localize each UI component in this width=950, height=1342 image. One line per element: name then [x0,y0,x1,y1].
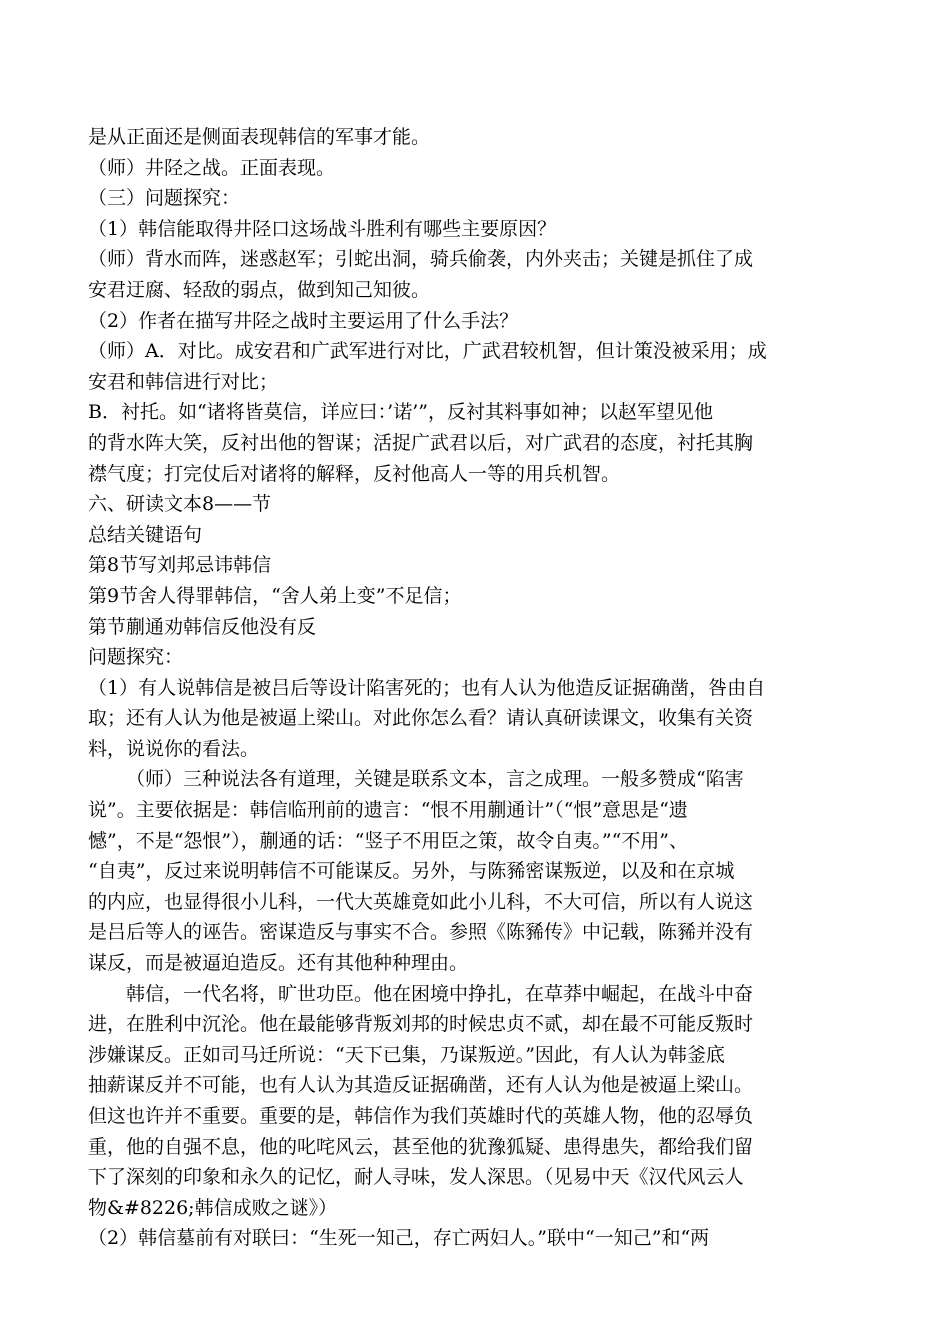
paragraph-text: 但这也许并不重要。重要的是，韩信作为我们英雄时代的英雄人物，他的忍辱负 [88,1105,754,1127]
answer-text: 是吕后等人的诬告。密谋造反与事实不合。参照《陈豨传》中记载，陈豨并没有 [88,921,754,944]
question-text: （2）韩信墓前有对联曰：“生死一知己，存亡两妇人。”联中“一知己”和“两 [88,1227,710,1250]
answer-text: 襟气度；打完仗后对诸将的解释，反衬他高人一等的用兵机智。 [88,462,621,485]
paragraph-text: 物&#8226;韩信成败之谜》） [88,1196,338,1219]
text-line: 总结关键语句 [88,523,203,546]
text-line: 第节蒯通劝韩信反他没有反 [88,615,317,638]
paragraph-text: 涉嫌谋反。正如司马迁所说：“天下已集，乃谋叛逆。”因此，有人认为韩釜底 [88,1043,725,1066]
section-heading: 六、研读文本8——节 [88,493,272,516]
paragraph-text: 下了深刻的印象和永久的记忆，耐人寻味，发人深思。（见易中天《汉代风云人 [88,1166,744,1189]
question-text: （1）有人说韩信是被吕后等设计陷害死的；也有人认为他造反证据确凿，咎由自 [88,676,766,699]
text-line: （师）井陉之战。正面表现。 [88,156,336,179]
question-text: （1）韩信能取得井陉口这场战斗胜利有哪些主要原因？ [88,217,557,240]
paragraph-text: 抽薪谋反并不可能，也有人认为其造反证据确凿，还有人认为他是被逼上梁山。 [88,1074,754,1097]
answer-text: 安君迂腐、轻敌的弱点，做到知己知彼。 [88,278,431,301]
question-text: 料，说说你的看法。 [88,737,260,760]
answer-text: （师）A．对比。成安君和广武军进行对比，广武君较机智，但计策没被采用；成 [88,340,767,363]
answer-text: （师）三种说法各有道理，关键是联系文本，言之成理。一般多赞成“陷害 [126,768,744,791]
paragraph-text: 重，他的自强不息，他的叱咤风云，甚至他的犹豫狐疑、患得患失，都给我们留 [88,1135,754,1158]
answer-text: 的内应，也显得很小儿科，一代大英雄竟如此小儿科，不大可信，所以有人说这 [88,890,754,913]
document-page [88,122,868,1254]
answer-text: 的背水阵大笑，反衬出他的智谋；活捉广武君以后，对广武君的态度，衬托其胸 [88,431,754,454]
question-text: （2）作者在描写井陉之战时主要运用了什么手法？ [88,309,519,332]
question-text: 取；还有人认为他是被逼上梁山。对此你怎么看？请认真研读课文，收集有关资 [88,707,754,730]
paragraph-text: 进，在胜利中沉沦。他在最能够背叛刘邦的时候忠贞不贰，却在最不可能反叛时 [88,1013,754,1036]
text-line: 是从正面还是侧面表现韩信的军事才能。 [88,126,431,148]
answer-text: 说”。主要依据是：韩信临刑前的遗言：“恨不用蒯通计”（“恨”意思是“遗 [88,799,688,822]
answer-text: “自夷”，反过来说明韩信不可能谋反。另外，与陈豨密谋叛逆，以及和在京城 [88,860,735,883]
answer-text: 谋反，而是被逼迫造反。还有其他种种理由。 [88,952,469,975]
paragraph-text: 韩信，一代名将，旷世功臣。他在困境中挣扎，在草莽中崛起，在战斗中奋 [126,982,754,1005]
answer-text: 安君和韩信进行对比； [88,370,279,393]
section-heading: （三）问题探究： [88,187,241,210]
section-heading: 问题探究： [88,646,184,669]
answer-text: B．衬托。如“诸将皆莫信，详应曰：’诺’”，反衬其料事如神；以赵军望见他 [88,401,713,424]
answer-text: （师）背水而阵，迷惑赵军；引蛇出洞，骑兵偷袭，内外夹击；关键是抓住了成 [88,248,754,271]
text-line: 第9节舍人得罪韩信，“舍人弟上变”不足信； [88,584,462,607]
answer-text: 憾”，不是“怨恨”），蒯通的话：“竖子不用臣之策，故令自夷。”“不用”、 [88,829,688,852]
text-line: 第8节写刘邦忌讳韩信 [88,554,272,577]
